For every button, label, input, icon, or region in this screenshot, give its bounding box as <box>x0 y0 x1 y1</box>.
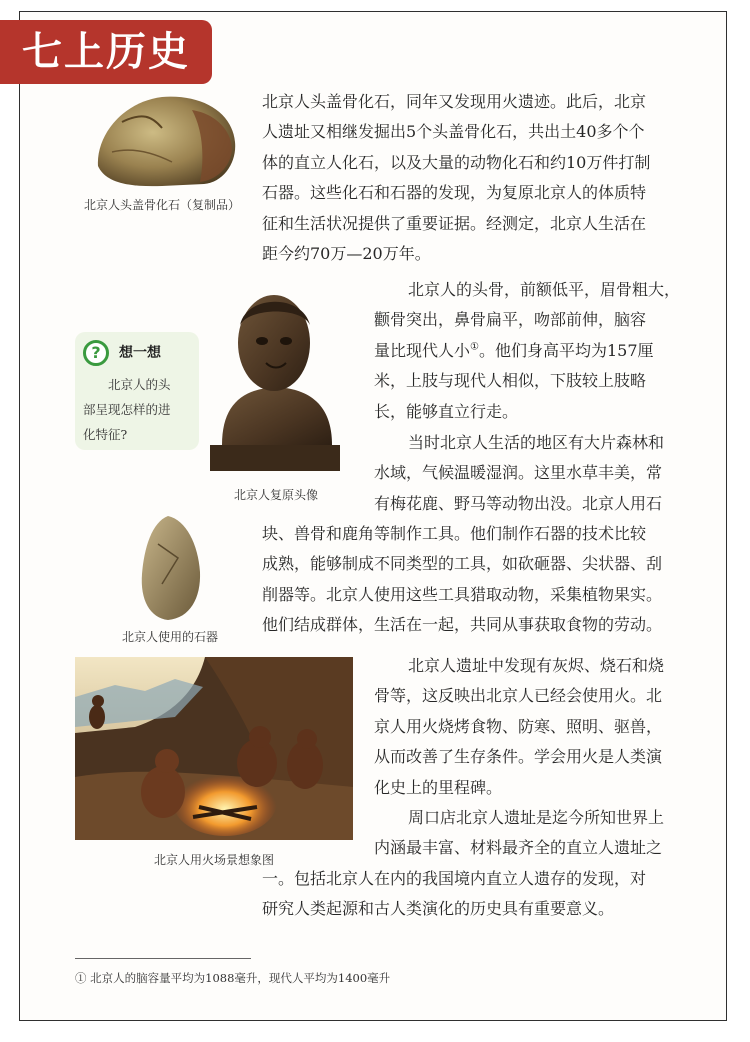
skull-caption: 北京人头盖骨化石（复制品） <box>83 198 240 212</box>
text-line: 骨等，这反映出北京人已经会使用火。北 <box>374 686 663 706</box>
text-line: 颧骨突出，鼻骨扁平，吻部前伸，脑容 <box>374 310 647 330</box>
paragraph-5-continued <box>262 864 696 925</box>
text-line: 水域，气候温暖湿润。这里水草丰美，常 <box>374 463 663 483</box>
text-line: 一。包括北京人在内的我国境内直立人遗存的发现，对 <box>262 869 647 888</box>
question-icon: ? <box>83 340 109 366</box>
text-line: 块、兽骨和鹿角等制作工具。他们制作石器的技术比较 <box>262 524 647 543</box>
text-line-with-footmark <box>374 336 696 366</box>
text-line: 削器等。北京人使用这些工具猎取动物，采集植物果实。 <box>262 584 663 604</box>
text-line: 人遗址又相继发掘出5个头盖骨化石，共出土40多个个 <box>262 122 645 142</box>
skull-fossil-image <box>92 92 238 190</box>
stone-tool-image <box>138 514 202 622</box>
fire-scene-illustration <box>75 657 353 840</box>
footnote-divider <box>75 958 251 959</box>
footnote: ① 北京人的脑容量平均为1088毫升，现代人平均为1400毫升 <box>75 971 391 985</box>
paragraph-4 <box>374 651 696 803</box>
bust-caption: 北京人复原头像 <box>233 488 318 502</box>
text-line: 京人用火烧烤食物、防寒、照明、驱兽， <box>374 716 663 736</box>
text-line: 有梅花鹿、野马等动物出没。北京人用石 <box>374 493 663 513</box>
paragraph-2 <box>374 275 696 427</box>
text-line: 化史上的里程碑。 <box>374 777 503 797</box>
text-line: 体的直立人化石，以及大量的动物化石和约10万件打制 <box>262 152 651 172</box>
paragraph-3-continued <box>262 519 696 641</box>
text-span: 。他们身高平均为157厘 <box>478 340 654 360</box>
text-line: 距今约70万—20万年。 <box>262 244 431 264</box>
paragraph-1 <box>262 87 694 269</box>
stone-tool-caption: 北京人使用的石器 <box>121 630 218 644</box>
text-line: 内涵最丰富、材料最齐全的直立人遗址之 <box>374 838 663 858</box>
bust-reconstruction-image <box>206 285 346 473</box>
fire-scene-caption: 北京人用火场景想象图 <box>153 853 274 867</box>
think-box <box>75 332 199 450</box>
think-title: 想一想 <box>119 345 161 361</box>
text-line: 当时北京人生活的地区有大片森林和 <box>408 433 665 452</box>
paragraph-5 <box>374 803 696 864</box>
text-line: 北京人头盖骨化石，同年又发现用火遗迹。此后，北京 <box>262 92 647 111</box>
text-line: 石器。这些化石和石器的发现，为复原北京人的体质特 <box>262 183 647 203</box>
text-span: 量比现代人小 <box>374 340 471 360</box>
paragraph-3 <box>374 428 696 519</box>
text-line: 成熟，能够制成不同类型的工具，如砍砸器、尖状器、刮 <box>262 554 663 574</box>
text-line: 长，能够直立行走。 <box>374 401 519 421</box>
subject-badge: 七上历史 <box>0 20 212 84</box>
footnote-mark[interactable]: ① <box>470 341 479 353</box>
text-line: 他们结成群体，生活在一起，共同从事获取食物的劳动。 <box>262 615 663 635</box>
text-line: 研究人类起源和古人类演化的历史具有重要意义。 <box>262 899 615 919</box>
text-line: 周口店北京人遗址是迄今所知世界上 <box>408 808 665 827</box>
text-line: 北京人的头骨，前额低平，眉骨粗大， <box>408 280 681 299</box>
think-line: 部呈现怎样的进 <box>83 402 171 417</box>
think-text <box>83 372 195 447</box>
text-line: 北京人遗址中发现有灰烬、烧石和烧 <box>408 656 665 675</box>
text-line: 米，上肢与现代人相似，下肢较上肢略 <box>374 371 647 391</box>
text-line: 征和生活状况提供了重要证据。经测定，北京人生活在 <box>262 213 647 233</box>
think-line: 化特征? <box>83 427 128 442</box>
text-line: 从而改善了生存条件。学会用火是人类演 <box>374 747 663 767</box>
think-line: 北京人的头 <box>108 377 171 392</box>
